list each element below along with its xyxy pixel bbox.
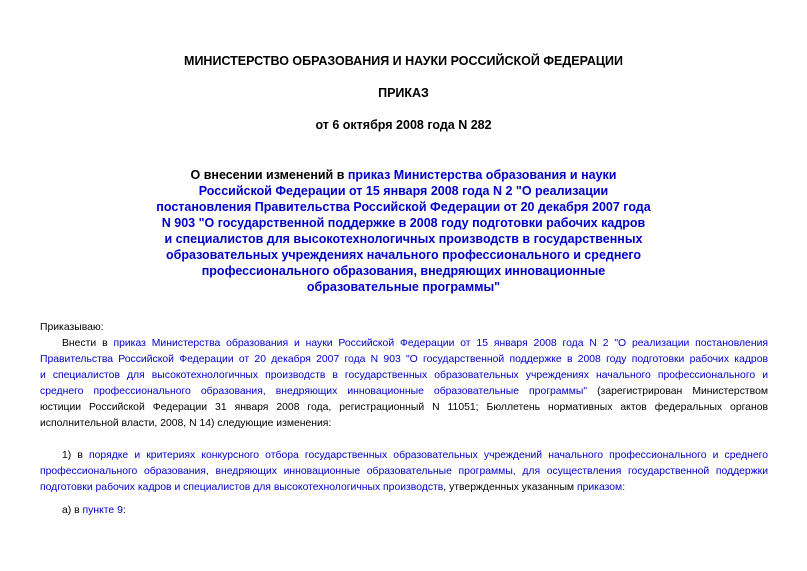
paragraph-line <box>40 448 768 464</box>
title-line[interactable]: образовательных учреждениях начального профессионального и среднего <box>165 248 642 262</box>
order-reference-link[interactable]: Правительства Российской Федерации от 20 декабря 2007 года N 903 "О государственной поддержке в 2008 году подготовки рабочих кадров <box>40 354 768 365</box>
procedure-link[interactable]: профессионального образования, внедряющих инновационные образовательные программы, для осуществления государственной поддержки <box>40 466 768 477</box>
paragraph-text: Внести в <box>62 338 114 349</box>
order-intro <box>40 320 768 336</box>
item-number: 1) в <box>62 450 89 461</box>
title-line[interactable]: профессионального образования, внедряющих инновационные <box>201 264 606 278</box>
order-reference-link[interactable]: и специалистов для высокотехнологичных производств в государственных образовательных учреждениях начального профессионального и <box>40 370 768 381</box>
paragraph-text: : <box>622 482 626 493</box>
paragraph-line <box>40 384 768 400</box>
paragraph-text: , утвержденных указанным <box>443 482 577 493</box>
order-link[interactable]: приказом <box>576 482 623 493</box>
title-line[interactable]: N 903 "О государственной поддержке в 2008 году подготовки рабочих кадров <box>161 216 646 230</box>
procedure-link[interactable]: подготовки рабочих кадров и специалистов для высокотехнологичных производств <box>40 482 444 493</box>
title-line[interactable]: постановления Правительства Российской Федерации от 20 декабря 2007 года <box>156 200 651 214</box>
date-number-heading: от 6 октября 2008 года N 282 <box>315 118 492 132</box>
title-order-link[interactable]: приказ Министерства образования и науки <box>347 168 617 182</box>
paragraph-line <box>40 503 768 519</box>
order-reference-link[interactable]: приказ Министерства образования и науки Российской Федерации от 15 января 2008 года N 2 "О реализации постановления <box>113 338 768 349</box>
order-intro-text: Приказываю: <box>40 322 104 333</box>
item-a-paragraph <box>40 503 768 519</box>
document-type-heading: ПРИКАЗ <box>378 86 429 100</box>
point-9-link[interactable]: пункте 9 <box>82 505 123 516</box>
title-line[interactable]: Российской Федерации от 15 января 2008 года N 2 "О реализации <box>198 184 609 198</box>
paragraph-line: юстиции Российской Федерации 31 января 2008 года, регистрационный N 11051; Бюллетень нормативных актов федеральных органов <box>40 402 768 413</box>
title-text: О внесении изменений в <box>190 168 348 182</box>
paragraph-text: : <box>122 505 126 516</box>
paragraph-text: (зарегистрирован Министерством <box>587 386 768 397</box>
document-title <box>110 167 697 295</box>
title-line[interactable]: и специалистов для высокотехнологичных производств в государственных <box>164 232 643 246</box>
order-reference-link[interactable]: среднего профессионального образования, внедряющих инновационные образовательные программы" <box>40 386 588 397</box>
procedure-link[interactable]: порядке и критериях конкурсного отбора государственных образовательных учреждений начального профессионального и среднего <box>89 450 768 461</box>
item-letter: а) в <box>62 505 83 516</box>
paragraph-line <box>40 336 768 352</box>
item-1-paragraph <box>40 448 768 496</box>
main-paragraph <box>40 336 768 432</box>
paragraph-line <box>40 480 768 496</box>
title-line <box>110 167 697 183</box>
ministry-heading: МИНИСТЕРСТВО ОБРАЗОВАНИЯ И НАУКИ РОССИЙСКОЙ ФЕДЕРАЦИИ <box>184 54 623 68</box>
paragraph-line: исполнительной власти, 2008, N 14) следующие изменения: <box>40 418 332 429</box>
title-line[interactable]: образовательные программы" <box>306 280 501 294</box>
